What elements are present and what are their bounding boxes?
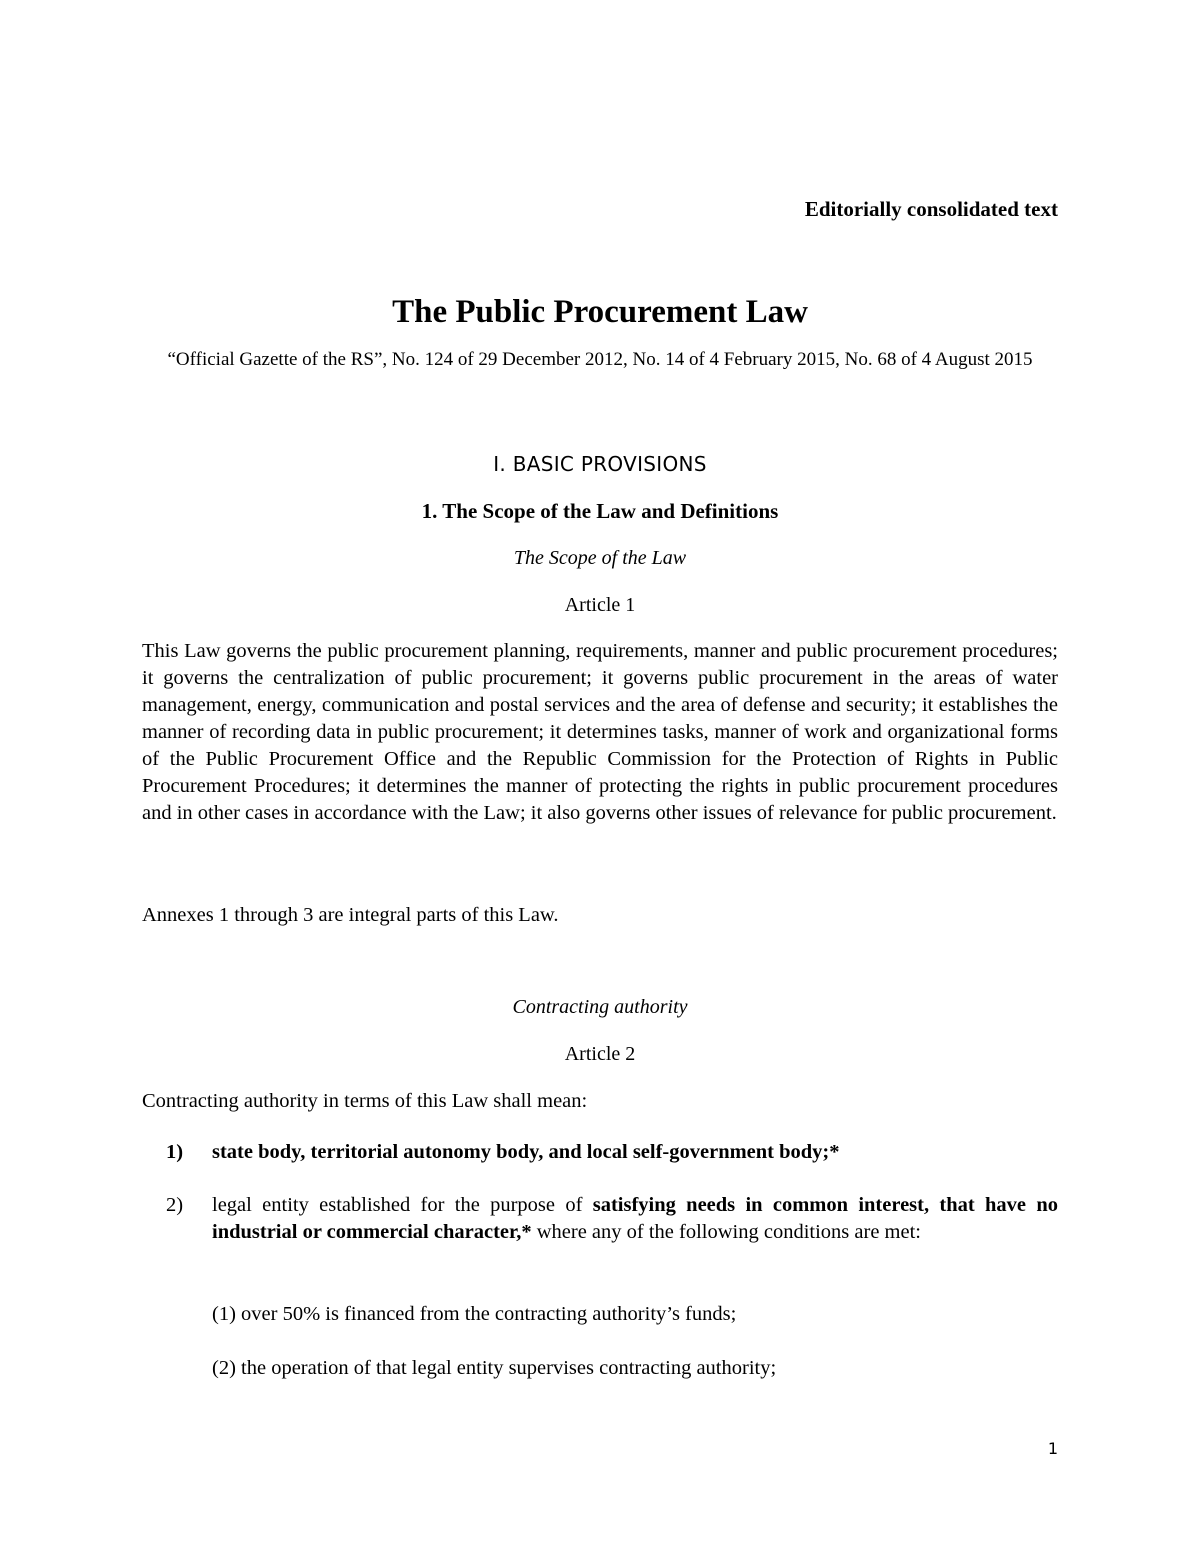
- article1-paragraph2: Annexes 1 through 3 are integral parts of this Law.: [142, 904, 559, 926]
- document-title: The Public Procurement Law: [392, 294, 808, 330]
- page-number: 1: [1047, 1439, 1058, 1458]
- list-item-number: 2): [166, 1194, 184, 1216]
- gazette-reference: “Official Gazette of the RS”, No. 124 of 29 December 2012, No. 14 of 4 February 2015, No. 68 of 4 August 2015: [167, 349, 1033, 370]
- list-item: [142, 1192, 1058, 1246]
- chapter-heading: 1. The Scope of the Law and Definitions: [421, 499, 779, 523]
- sub-list-item: (1) over 50% is financed from the contracting authority’s funds;: [212, 1303, 737, 1325]
- list-item-text: [212, 1192, 1058, 1246]
- list-item-text: state body, territorial autonomy body, and local self-government body;*: [212, 1141, 840, 1163]
- part-heading: I. BASIC PROVISIONS: [493, 452, 707, 476]
- article1-paragraph1: This Law governs the public procurement planning, requirements, manner and public procurement procedures; it governs the centralization of public procurement; it governs public procurement in the areas of water management, energy, communication and postal services and the area of defense and security; it establishes the manner of recording data in public procurement; it determines tasks, manner of work and organizational forms of the Public Procurement Office and the Republic Commission for the Protection of Rights in Public Procurement Procedures; it determines the manner of protecting the rights in public procurement procedures and in other cases in accordance with the Law; it also governs other issues of relevance for public procurement.: [142, 640, 1058, 824]
- article1-subtitle: The Scope of the Law: [513, 547, 687, 569]
- article2-subtitle: Contracting authority: [512, 996, 688, 1018]
- list-item: [142, 1139, 1058, 1166]
- list-item-text-emphasis: satisfying needs in common interest, that have no industrial or commercial character,*: [212, 1194, 1058, 1243]
- article2-intro: Contracting authority in terms of this Law shall mean:: [142, 1090, 588, 1112]
- article1-label: Article 1: [564, 594, 636, 616]
- sub-list-item: (2) the operation of that legal entity supervises contracting authority;: [212, 1357, 777, 1379]
- list-item-text-plain: legal entity established for the purpose of: [212, 1194, 593, 1216]
- article2-label: Article 2: [564, 1043, 636, 1065]
- list-item-text-plain: where any of the following conditions are met:: [531, 1221, 921, 1243]
- consolidation-label: Editorially consolidated text: [804, 197, 1058, 221]
- list-item-number: 1): [166, 1141, 184, 1163]
